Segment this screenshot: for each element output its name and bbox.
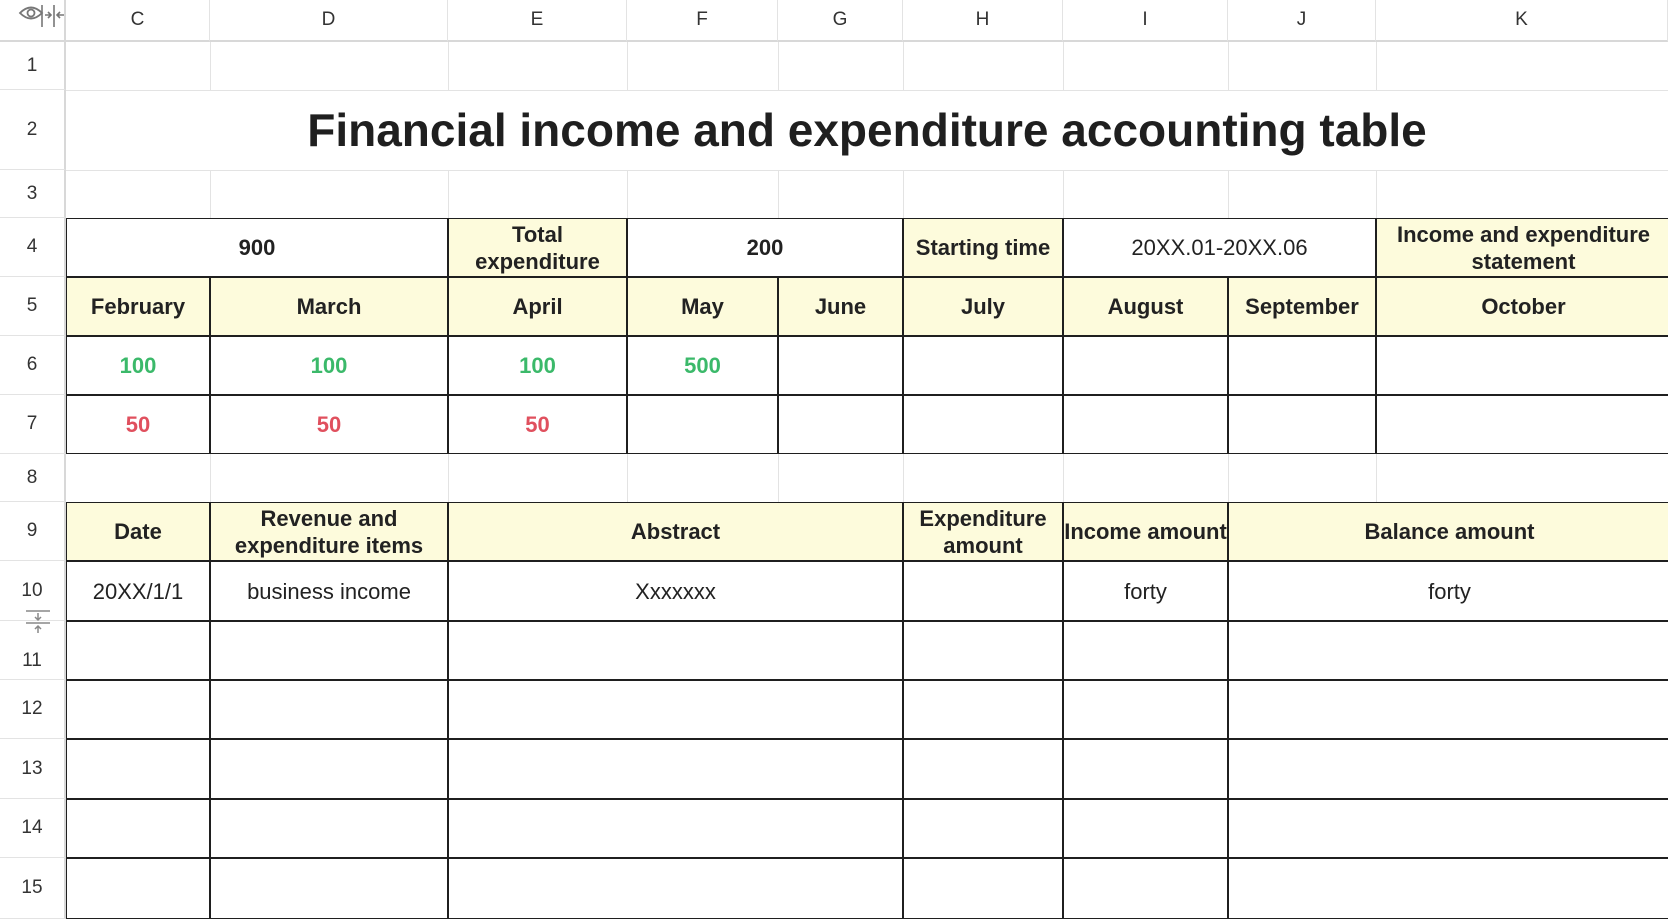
- row-header-2[interactable]: 2: [0, 90, 66, 170]
- empty-cell[interactable]: [1063, 336, 1228, 395]
- month-header-march[interactable]: March: [210, 277, 448, 336]
- ledger-empty-cell[interactable]: [448, 680, 903, 739]
- ledger-empty-cell[interactable]: [448, 858, 903, 919]
- ledger-empty-cell[interactable]: [210, 739, 448, 799]
- row-header-14[interactable]: 14: [0, 799, 66, 858]
- column-header-d[interactable]: D: [210, 0, 448, 42]
- ledger-empty-cell[interactable]: [66, 799, 210, 858]
- total-expenditure-label[interactable]: Total expenditure: [448, 218, 627, 277]
- total-expenditure-value[interactable]: 200: [627, 218, 903, 277]
- row-header-6[interactable]: 6: [0, 336, 66, 395]
- row-header-4[interactable]: 4: [0, 218, 66, 277]
- expense-cell[interactable]: 50: [448, 395, 627, 454]
- ledger-empty-cell[interactable]: [1063, 858, 1228, 919]
- ledger-items-cell[interactable]: business income: [210, 561, 448, 621]
- income-cell[interactable]: 100: [448, 336, 627, 395]
- ledger-empty-cell[interactable]: [210, 799, 448, 858]
- ledger-empty-cell[interactable]: [1228, 799, 1668, 858]
- month-header-july[interactable]: July: [903, 277, 1063, 336]
- ledger-empty-cell[interactable]: [1228, 739, 1668, 799]
- row-header-3[interactable]: 3: [0, 170, 66, 218]
- ledger-header-income[interactable]: Income amount: [1063, 502, 1228, 561]
- ledger-empty-cell[interactable]: [903, 621, 1063, 680]
- ledger-empty-cell[interactable]: [1063, 739, 1228, 799]
- ledger-empty-cell[interactable]: [903, 799, 1063, 858]
- row-header-10[interactable]: 10: [0, 561, 66, 621]
- column-header-j[interactable]: J: [1228, 0, 1376, 42]
- expense-cell[interactable]: 50: [66, 395, 210, 454]
- row-header-12[interactable]: 12: [0, 680, 66, 739]
- month-header-august[interactable]: August: [1063, 277, 1228, 336]
- empty-cell[interactable]: [778, 395, 903, 454]
- ledger-empty-cell[interactable]: [448, 621, 903, 680]
- row-header-11[interactable]: 11: [0, 621, 66, 680]
- ledger-expenditure-cell[interactable]: [903, 561, 1063, 621]
- ledger-empty-cell[interactable]: [903, 680, 1063, 739]
- ledger-abstract-cell[interactable]: Xxxxxxx: [448, 561, 903, 621]
- income-cell[interactable]: 100: [210, 336, 448, 395]
- empty-cell[interactable]: [1376, 395, 1668, 454]
- expense-cell[interactable]: 50: [210, 395, 448, 454]
- row-header-13[interactable]: 13: [0, 739, 66, 799]
- month-header-september[interactable]: September: [1228, 277, 1376, 336]
- empty-cell[interactable]: [1376, 336, 1668, 395]
- column-header-i[interactable]: I: [1063, 0, 1228, 42]
- month-header-may[interactable]: May: [627, 277, 778, 336]
- row-header-5[interactable]: 5: [0, 277, 66, 336]
- ledger-empty-cell[interactable]: [210, 858, 448, 919]
- empty-cell[interactable]: [1063, 395, 1228, 454]
- ledger-empty-cell[interactable]: [1063, 680, 1228, 739]
- ledger-empty-cell[interactable]: [66, 739, 210, 799]
- empty-cell[interactable]: [903, 395, 1063, 454]
- row-header-7[interactable]: 7: [0, 395, 66, 454]
- ledger-empty-cell[interactable]: [210, 680, 448, 739]
- ledger-balance-cell[interactable]: forty: [1228, 561, 1668, 621]
- sheet-corner[interactable]: [0, 0, 66, 42]
- ledger-empty-cell[interactable]: [448, 799, 903, 858]
- row-header-15[interactable]: 15: [0, 858, 66, 919]
- ledger-empty-cell[interactable]: [1228, 858, 1668, 919]
- month-header-june[interactable]: June: [778, 277, 903, 336]
- month-header-october[interactable]: October: [1376, 277, 1668, 336]
- income-cell[interactable]: 500: [627, 336, 778, 395]
- freeze-columns-icon[interactable]: [38, 3, 66, 29]
- row-header-9[interactable]: 9: [0, 502, 66, 561]
- column-header-c[interactable]: C: [66, 0, 210, 42]
- total-income-value[interactable]: 900: [66, 218, 448, 277]
- column-header-f[interactable]: F: [627, 0, 778, 42]
- empty-cell[interactable]: [627, 395, 778, 454]
- ledger-empty-cell[interactable]: [448, 739, 903, 799]
- ledger-empty-cell[interactable]: [903, 739, 1063, 799]
- income-cell[interactable]: 100: [66, 336, 210, 395]
- row-header-1[interactable]: 1: [0, 42, 66, 90]
- ledger-empty-cell[interactable]: [903, 858, 1063, 919]
- column-header-e[interactable]: E: [448, 0, 627, 42]
- column-header-g[interactable]: G: [778, 0, 903, 42]
- column-header-k[interactable]: K: [1376, 0, 1668, 42]
- ledger-empty-cell[interactable]: [66, 858, 210, 919]
- row-header-8[interactable]: 8: [0, 454, 66, 502]
- ledger-header-abstract[interactable]: Abstract: [448, 502, 903, 561]
- freeze-rows-icon[interactable]: [24, 607, 52, 635]
- ledger-header-date[interactable]: Date: [66, 502, 210, 561]
- ledger-empty-cell[interactable]: [66, 621, 210, 680]
- column-header-h[interactable]: H: [903, 0, 1063, 42]
- ledger-empty-cell[interactable]: [1228, 680, 1668, 739]
- empty-cell[interactable]: [903, 336, 1063, 395]
- statement-label[interactable]: Income and expenditure statement: [1376, 218, 1668, 277]
- ledger-empty-cell[interactable]: [1063, 799, 1228, 858]
- ledger-header-items[interactable]: Revenue and expenditure items: [210, 502, 448, 561]
- month-header-february[interactable]: February: [66, 277, 210, 336]
- empty-cell[interactable]: [778, 336, 903, 395]
- ledger-empty-cell[interactable]: [66, 680, 210, 739]
- month-header-april[interactable]: April: [448, 277, 627, 336]
- ledger-empty-cell[interactable]: [210, 621, 448, 680]
- empty-cell[interactable]: [1228, 395, 1376, 454]
- ledger-empty-cell[interactable]: [1063, 621, 1228, 680]
- ledger-header-expenditure[interactable]: Expenditure amount: [903, 502, 1063, 561]
- empty-cell[interactable]: [1228, 336, 1376, 395]
- starting-time-label[interactable]: Starting time: [903, 218, 1063, 277]
- ledger-date-cell[interactable]: 20XX/1/1: [66, 561, 210, 621]
- ledger-empty-cell[interactable]: [1228, 621, 1668, 680]
- starting-time-value[interactable]: 20XX.01-20XX.06: [1063, 218, 1376, 277]
- sheet-title[interactable]: Financial income and expenditure accounting table: [307, 104, 1427, 156]
- ledger-header-balance[interactable]: Balance amount: [1228, 502, 1668, 561]
- ledger-income-cell[interactable]: forty: [1063, 561, 1228, 621]
